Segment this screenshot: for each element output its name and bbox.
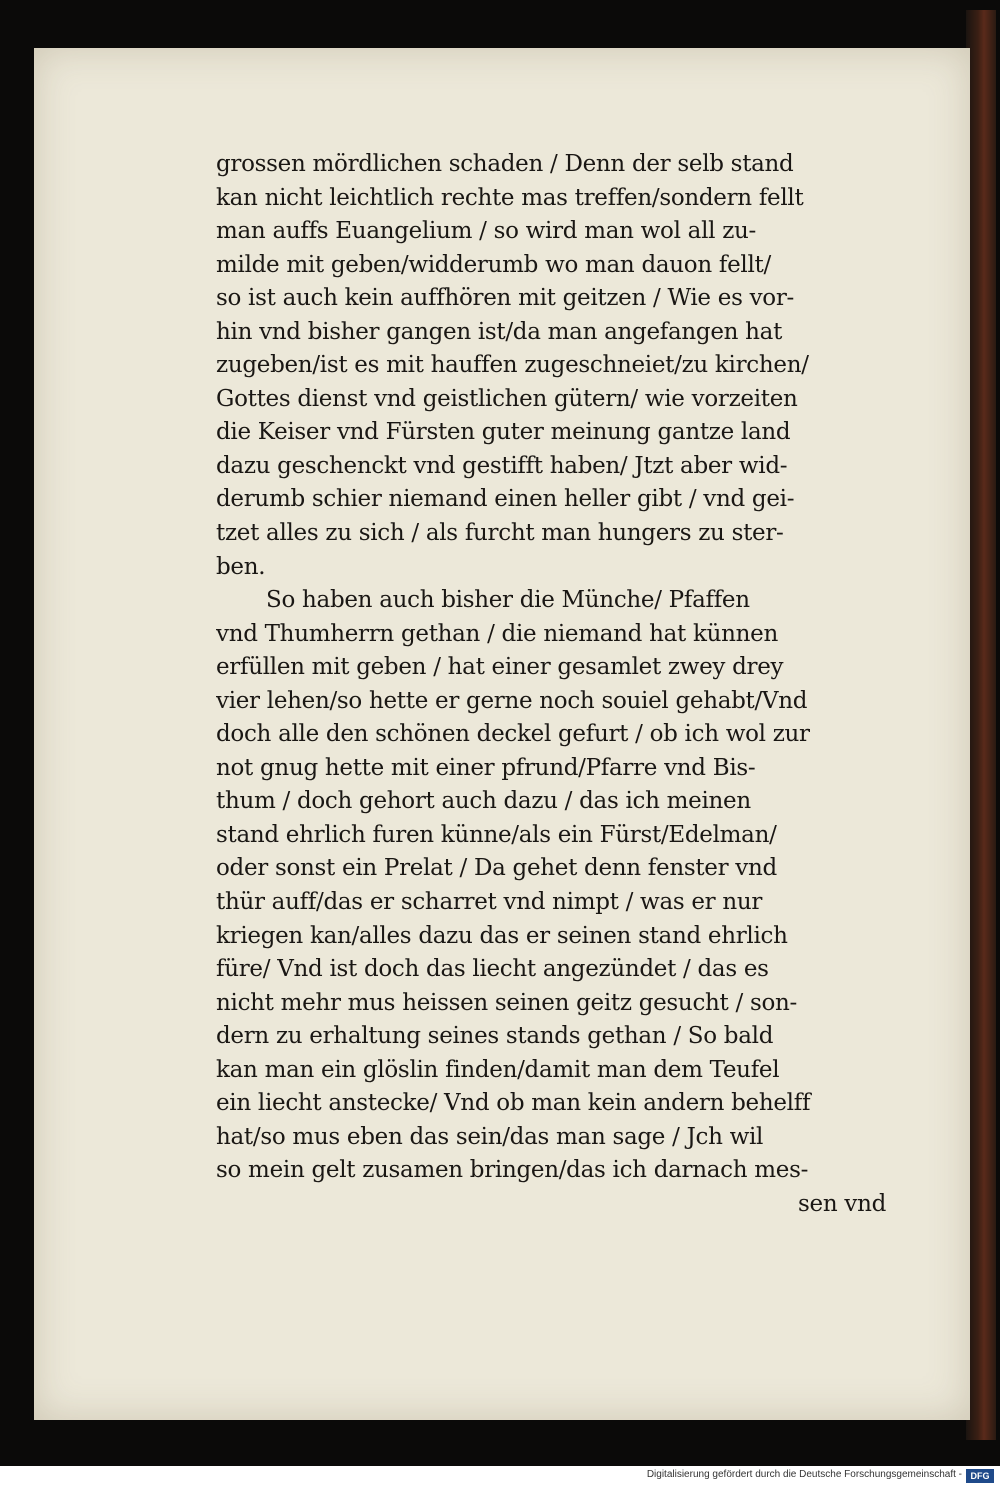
text-line: Gottes dienst vnd geistlichen gütern/ wie vorzeiten: [216, 385, 798, 412]
footer-credit: Digitalisierung gefördert durch die Deutsche Forschungsgemeinschaft -: [646, 1469, 962, 1480]
text-line: füre/ Vnd ist doch das liecht angezündet / das es: [216, 956, 769, 983]
text-line: thür auff/das er scharret vnd nimpt / was er nur: [216, 889, 763, 916]
text-line: oder sonst ein Prelat / Da gehet denn fenster vnd: [216, 855, 777, 882]
text-line: ben.: [216, 553, 266, 580]
text-line: dern zu erhaltung seines stands gethan / So bald: [216, 1023, 774, 1050]
text-line: erfüllen mit geben / hat einer gesamlet zwey drey: [216, 654, 784, 681]
dfg-logo-icon: DFG: [966, 1469, 994, 1483]
text-line: So haben auch bisher die Münche/ Pfaffen: [266, 587, 750, 614]
text-line: grossen mördlichen schaden / Denn der selb stand: [216, 151, 794, 177]
book-spine-edge: [966, 10, 996, 1440]
text-line: nicht mehr mus heissen seinen geitz gesucht / son-: [216, 989, 797, 1016]
text-line: vier lehen/so hette er gerne noch souiel gehabt/Vnd: [216, 687, 808, 714]
text-line: hin vnd bisher gangen ist/da man angefangen hat: [216, 318, 783, 345]
text-line: die Keiser vnd Fürsten guter meinung gantze land: [216, 419, 791, 446]
text-line: not gnug hette mit einer pfrund/Pfarre vnd Bis-: [216, 754, 756, 781]
text-line: man auffs Euangelium / so wird man wol all zu-: [216, 218, 756, 245]
text-line: ein liecht anstecke/ Vnd ob man kein andern behelff: [216, 1090, 811, 1117]
page-text-block: [216, 148, 936, 1222]
text-line: tzet alles zu sich / als furcht man hungers zu ster-: [216, 520, 784, 547]
text-line: kriegen kan/alles dazu das er seinen stand ehrlich: [216, 922, 788, 949]
book-page: [34, 48, 970, 1420]
text-line: so mein gelt zusamen bringen/das ich darnach mes-: [216, 1157, 809, 1184]
text-line: milde mit geben/widderumb wo man dauon fellt/: [216, 251, 771, 278]
text-line: dazu geschenckt vnd gestifft haben/ Jtzt aber wid-: [216, 452, 788, 479]
text-line: so ist auch kein auffhören mit geitzen / Wie es vor-: [216, 285, 794, 312]
footer-bar: [0, 1466, 1000, 1488]
text-line: hat/so mus eben das sein/das man sage / Jch wil: [216, 1123, 764, 1150]
text-line: vnd Thumherrn gethan / die niemand hat künnen: [216, 620, 778, 647]
text-line: thum / doch gehort auch dazu / das ich meinen: [216, 788, 751, 815]
text-line: sen vnd: [798, 1190, 886, 1217]
text-line: kan man ein glöslin finden/damit man dem Teufel: [216, 1056, 780, 1083]
text-line: doch alle den schönen deckel gefurt / ob ich wol zur: [216, 721, 810, 748]
text-line: stand ehrlich furen künne/als ein Fürst/Edelman/: [216, 821, 777, 848]
text-line: kan nicht leichtlich rechte mas treffen/sondern fellt: [216, 184, 804, 211]
text-line: derumb schier niemand einen heller gibt / vnd gei-: [216, 486, 795, 513]
text-line: zugeben/ist es mit hauffen zugeschneiet/zu kirchen/: [216, 352, 809, 379]
